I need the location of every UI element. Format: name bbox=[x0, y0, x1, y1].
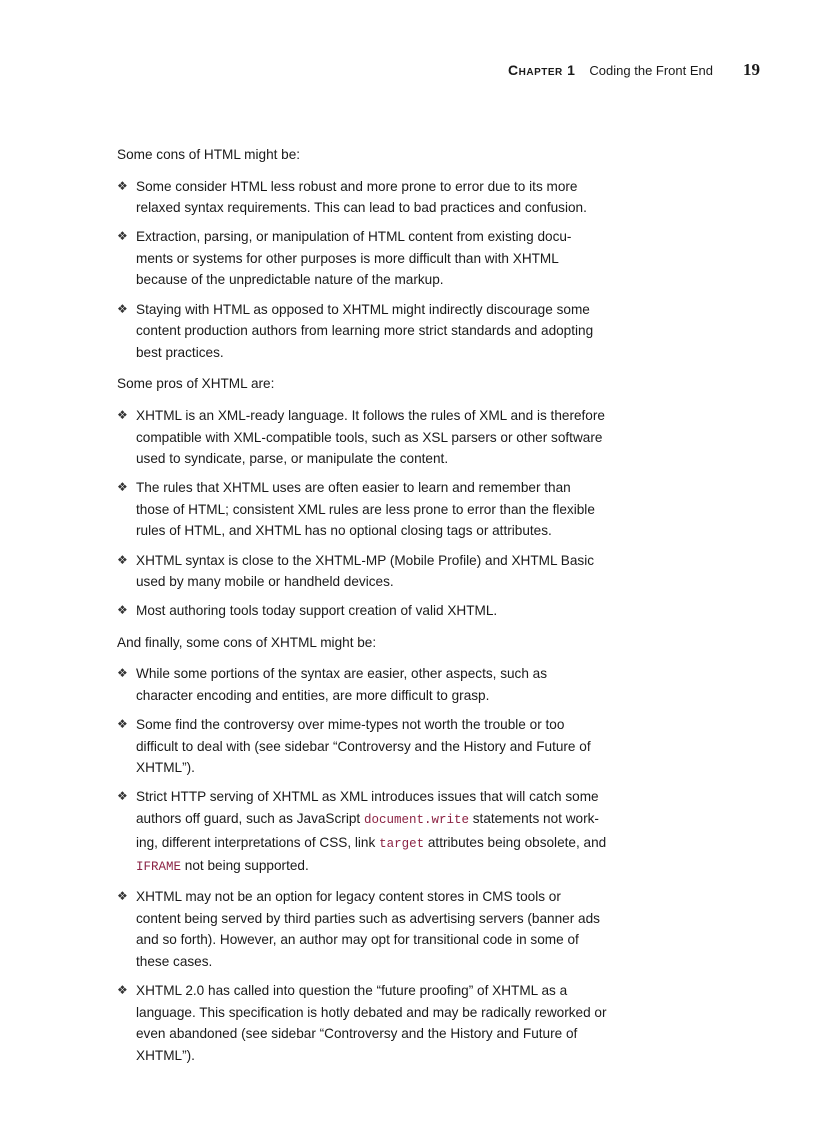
list-item-text: not being supported. bbox=[181, 858, 309, 874]
page-number: 19 bbox=[743, 60, 760, 79]
diamond-bullet-icon: ❖ bbox=[117, 552, 128, 567]
list-item-text: Some consider HTML less robust and more prone to error due to its more relaxed syntax requirements. This can lead to bad practices and confusion. bbox=[136, 178, 587, 216]
body-content bbox=[117, 144, 607, 1076]
list-item-text: XHTML syntax is close to the XHTML-MP (Mobile Profile) and XHTML Basic used by many mobile or handheld devices. bbox=[136, 552, 595, 590]
list-item-text: Extraction, parsing, or manipulation of HTML content from existing docu- ments or systems for other purposes is more difficult than with XHTML because of the unpredictable nature of the markup. bbox=[136, 229, 572, 288]
list-item bbox=[117, 600, 607, 622]
list-item bbox=[117, 714, 607, 779]
list-item-text: While some portions of the syntax are easier, other aspects, such as character encoding and entities, are more difficult to grasp. bbox=[136, 666, 548, 703]
diamond-bullet-icon: ❖ bbox=[117, 666, 128, 681]
list-item bbox=[117, 786, 607, 878]
running-header bbox=[508, 60, 760, 80]
section-html-cons bbox=[117, 144, 607, 363]
inline-code: IFRAME bbox=[136, 860, 182, 875]
list-item bbox=[117, 477, 607, 542]
list-item-text: XHTML is an XML-ready language. It follows the rules of XML and is therefore compatible with XML-compatible tools, such as XSL parsers or other software used to syndicate, parse, or manipulate the content. bbox=[136, 407, 605, 467]
list-item bbox=[117, 226, 607, 291]
list-item bbox=[117, 550, 607, 593]
list-item bbox=[117, 299, 607, 364]
list-item-text: statements not work- ing, different interpretations of CSS, link bbox=[136, 810, 599, 850]
list-item bbox=[117, 980, 607, 1066]
list-item-text: XHTML may not be an option for legacy content stores in CMS tools or content being served by third parties such as advertising servers (banner ads and so forth). However, an author may opt for transitional code in some of these cases. bbox=[136, 889, 600, 969]
section-xhtml-cons bbox=[117, 632, 607, 1067]
list-item-text: Staying with HTML as opposed to XHTML might indirectly discourage some content production authors from learning more strict standards and adopting best practices. bbox=[136, 301, 594, 360]
diamond-bullet-icon: ❖ bbox=[117, 717, 128, 732]
section-intro: And finally, some cons of XHTML might be: bbox=[117, 634, 377, 650]
list-item-text: Some find the controversy over mime-types not worth the trouble or too difficult to deal with (see sidebar “Controversy and the History and Future of XHTML”). bbox=[136, 717, 591, 776]
list-item bbox=[117, 176, 607, 219]
list-item bbox=[117, 663, 607, 706]
diamond-bullet-icon: ❖ bbox=[117, 229, 128, 244]
diamond-bullet-icon: ❖ bbox=[117, 603, 128, 618]
chapter-title: Coding the Front End bbox=[589, 63, 713, 78]
diamond-bullet-icon: ❖ bbox=[117, 407, 128, 422]
list-item bbox=[117, 886, 607, 972]
list-item-text: Most authoring tools today support creation of valid XHTML. bbox=[136, 603, 498, 619]
diamond-bullet-icon: ❖ bbox=[117, 889, 128, 904]
list-item-text: XHTML 2.0 has called into question the “future proofing” of XHTML as a language. This specification is hotly debated and may be radically reworked or even abandoned (see sidebar “Controversy and the History and Future of XHTML”). bbox=[136, 983, 607, 1063]
section-intro: Some pros of XHTML are: bbox=[117, 376, 275, 392]
bullet-list bbox=[117, 405, 607, 622]
diamond-bullet-icon: ❖ bbox=[117, 301, 128, 316]
inline-code: target bbox=[379, 836, 425, 851]
bullet-list bbox=[117, 663, 607, 1066]
bullet-list bbox=[117, 176, 607, 364]
list-item bbox=[117, 405, 607, 470]
diamond-bullet-icon: ❖ bbox=[117, 789, 128, 804]
diamond-bullet-icon: ❖ bbox=[117, 983, 128, 998]
list-item-text: The rules that XHTML uses are often easier to learn and remember than those of HTML; consistent XML rules are less prone to error than the flexible rules of HTML, and XHTML has no optional closing tags or attributes. bbox=[136, 480, 595, 539]
list-item-text: attributes being obsolete, and bbox=[424, 834, 607, 850]
section-xhtml-pros bbox=[117, 373, 607, 621]
list-item-text: Strict HTTP serving of XHTML as XML introduces issues that will catch some authors off guard, such as JavaScript bbox=[136, 789, 599, 826]
section-intro: Some cons of HTML might be: bbox=[117, 147, 301, 162]
diamond-bullet-icon: ❖ bbox=[117, 480, 128, 495]
diamond-bullet-icon: ❖ bbox=[117, 178, 128, 193]
inline-code: document.write bbox=[363, 812, 469, 827]
chapter-label: Chapter 1 bbox=[508, 62, 576, 78]
